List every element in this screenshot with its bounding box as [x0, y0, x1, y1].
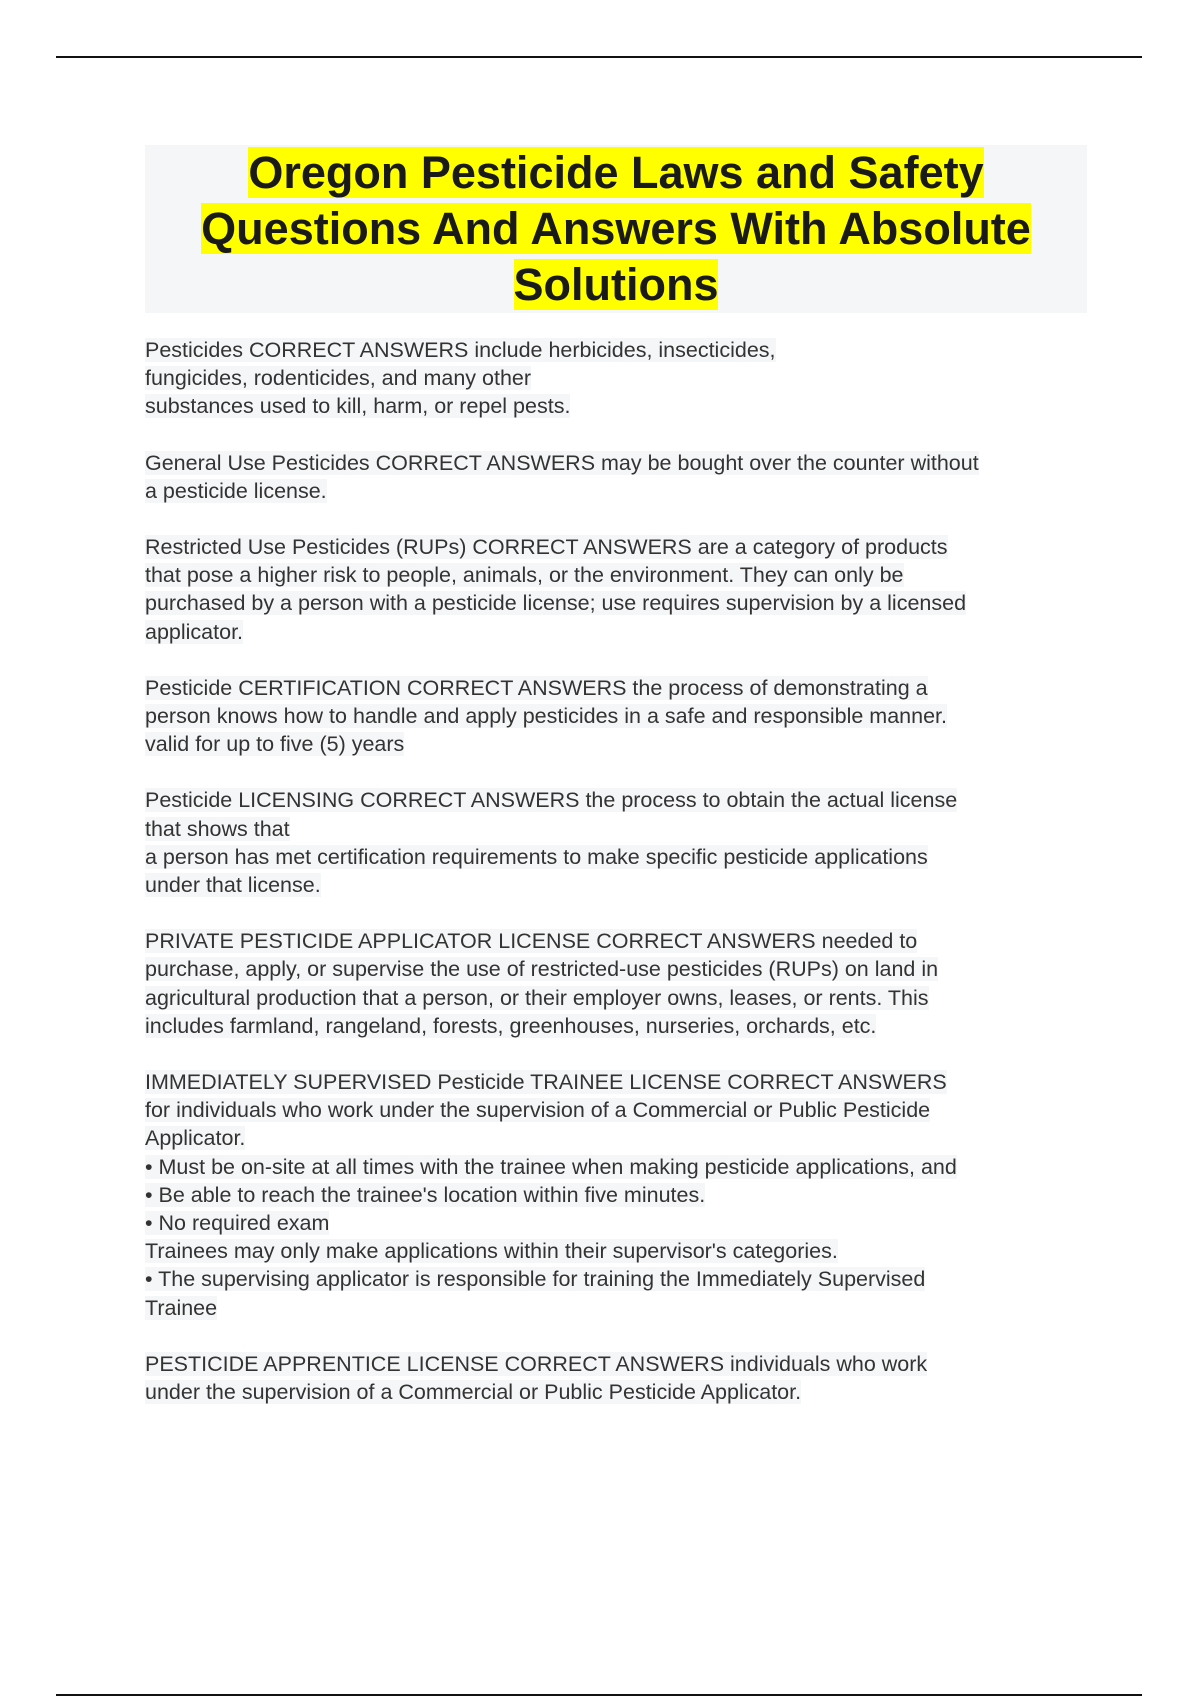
qa-item-restricted-use — [145, 533, 1090, 646]
qa-item-pesticides — [145, 336, 1090, 421]
qa-line: IMMEDIATELY SUPERVISED Pesticide TRAINEE LICENSE CORRECT ANSWERS — [145, 1070, 947, 1095]
qa-line: Pesticide CERTIFICATION CORRECT ANSWERS the process of demonstrating a — [145, 675, 928, 700]
qa-line: for individuals who work under the supervision of a Commercial or Public Pesticide — [145, 1098, 931, 1123]
qa-line: Applicator. — [145, 1126, 246, 1151]
qa-bullet: • The supervising applicator is responsible for training the Immediately Supervised — [145, 1267, 926, 1292]
qa-line: Trainees may only make applications within their supervisor's categories. — [145, 1239, 838, 1264]
qa-line: purchase, apply, or supervise the use of restricted-use pesticides (RUPs) on land in — [145, 957, 939, 982]
title-wrap — [151, 145, 1081, 313]
qa-line: Trainee — [145, 1295, 218, 1320]
qa-line: General Use Pesticides CORRECT ANSWERS may be bought over the counter without — [145, 450, 979, 475]
qa-item-general-use — [145, 449, 1090, 505]
qa-line: under that license. — [145, 873, 321, 898]
qa-line: that shows that — [145, 816, 290, 841]
qa-line: a person has met certification requirements to make specific pesticide applications — [145, 844, 928, 869]
qa-item-apprentice-license — [145, 1350, 1090, 1406]
title-box — [145, 145, 1087, 313]
qa-line: includes farmland, rangeland, forests, greenhouses, nurseries, orchards, etc. — [145, 1013, 877, 1038]
bottom-rule — [56, 1694, 1142, 1696]
qa-bullet: • Be able to reach the trainee's location within five minutes. — [145, 1182, 706, 1207]
qa-line: PESTICIDE APPRENTICE LICENSE CORRECT ANSWERS individuals who work — [145, 1351, 928, 1376]
qa-line: applicator. — [145, 619, 244, 644]
qa-item-private-applicator — [145, 927, 1090, 1040]
qa-line: substances used to kill, harm, or repel pests. — [145, 394, 571, 419]
qa-line: valid for up to five (5) years — [145, 732, 405, 757]
qa-line: Pesticide LICENSING CORRECT ANSWERS the process to obtain the actual license — [145, 788, 958, 813]
qa-line: that pose a higher risk to people, animals, or the environment. They can only be — [145, 563, 904, 588]
qa-line: agricultural production that a person, or their employer owns, leases, or rents. This — [145, 985, 929, 1010]
document-title: Oregon Pesticide Laws and Safety Questions And Answers With Absolute Solutions — [201, 147, 1031, 310]
qa-bullet: • Must be on-site at all times with the trainee when making pesticide applications, and — [145, 1154, 957, 1179]
qa-item-trainee-license — [145, 1068, 1090, 1322]
qa-item-licensing — [145, 786, 1090, 899]
qa-line: Pesticides CORRECT ANSWERS include herbicides, insecticides, — [145, 338, 776, 362]
qa-line: fungicides, rodenticides, and many other — [145, 366, 532, 391]
qa-list — [145, 336, 1090, 1434]
qa-line: a pesticide license. — [145, 478, 327, 503]
qa-line: purchased by a person with a pesticide license; use requires supervision by a licensed — [145, 591, 967, 616]
top-rule — [56, 56, 1142, 58]
qa-line: PRIVATE PESTICIDE APPLICATOR LICENSE CORRECT ANSWERS needed to — [145, 929, 918, 954]
qa-item-certification — [145, 674, 1090, 759]
qa-line: person knows how to handle and apply pesticides in a safe and responsible manner. — [145, 704, 947, 729]
qa-line: under the supervision of a Commercial or Public Pesticide Applicator. — [145, 1380, 802, 1405]
qa-line: Restricted Use Pesticides (RUPs) CORRECT ANSWERS are a category of products — [145, 535, 948, 560]
qa-bullet: • No required exam — [145, 1211, 330, 1236]
